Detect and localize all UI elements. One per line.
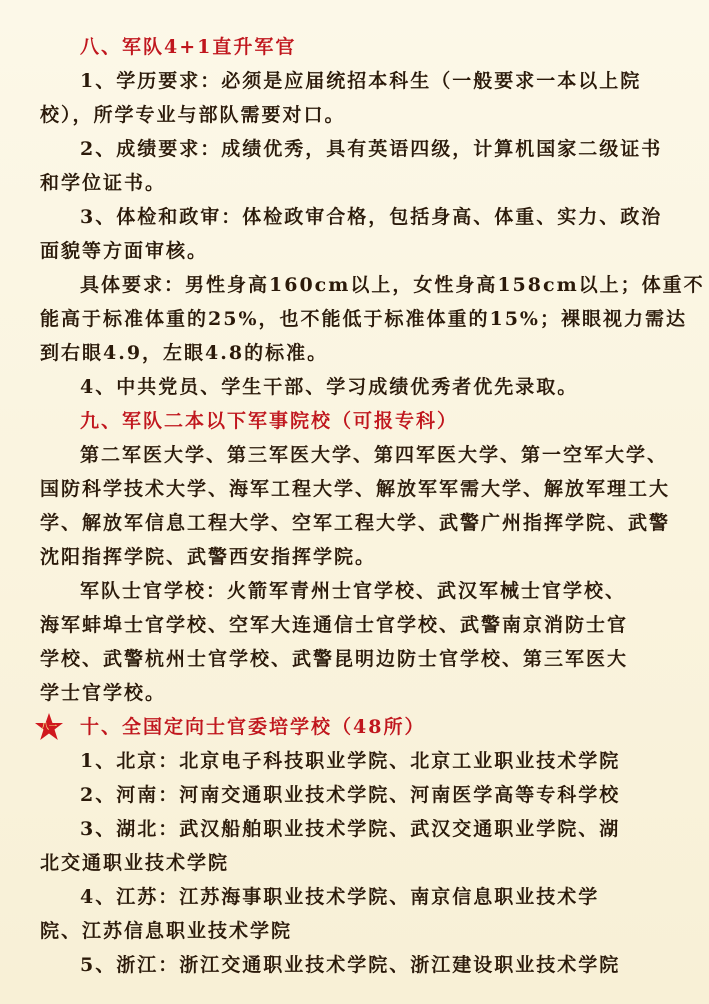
paragraph-line: 沈阳指挥学院、武警西安指挥学院。 [40,546,377,568]
paragraph-line: 学士官学校。 [40,682,167,704]
paragraph-line: 4、中共党员、学生干部、学习成绩优秀者优先录取。 [80,376,579,398]
document-content [40,30,705,982]
paragraph-line: 能高于标准体重的25%，也不能低于标准体重的15%；裸眼视力需达 [40,308,687,330]
paragraph-line: 校），所学专业与部队需要对口。 [40,104,346,126]
paragraph-line: 2、河南：河南交通职业技术学院、河南医学高等专科学校 [80,784,621,806]
paragraph-line: 海军蚌埠士官学校、空军大连通信士官学校、武警南京消防士官 [40,614,629,636]
paragraph-line: 北交通职业技术学院 [40,852,230,874]
paragraph-line: 学校、武警杭州士官学校、武警昆明边防士官学校、第三军医大 [40,648,629,670]
badge-label: 八一 [41,721,57,731]
paragraph-line: 5、浙江：浙江交通职业技术学院、浙江建设职业技术学院 [80,954,621,976]
paragraph-line: 3、体检和政审：体检政审合格，包括身高、体重、实力、政治 [80,206,663,228]
paragraph-line: 2、成绩要求：成绩优秀，具有英语四级，计算机国家二级证书 [80,138,663,160]
paragraph-line: 1、学历要求：必须是应届统招本科生（一般要求一本以上院 [80,70,642,92]
paragraph-line: 军队士官学校：火箭军青州士官学校、武汉军械士官学校、 [80,580,627,602]
paragraph-line: 3、湖北：武汉船舶职业技术学院、武汉交通职业学院、湖 [80,818,621,840]
paragraph-line: 和学位证书。 [40,172,167,194]
paragraph-line: 面貌等方面审核。 [40,240,209,262]
section-heading [40,404,680,438]
section-title: 九、军队二本以下军事院校（可报专科） [80,410,459,432]
red-star-icon [34,712,64,742]
paragraph-line: 具体要求：男性身高160cm以上，女性身高158cm以上；体重不 [80,274,705,296]
section-heading [40,710,680,744]
section-title: 十、全国定向士官委培学校（48所） [80,716,426,738]
paragraph-line: 学、解放军信息工程大学、空军工程大学、武警广州指挥学院、武警 [40,512,671,534]
section-heading [40,30,680,64]
section-title: 八、军队4+1直升军官 [80,36,297,58]
paragraph-line: 1、北京：北京电子科技职业学院、北京工业职业技术学院 [80,750,621,772]
paragraph-line: 4、江苏：江苏海事职业技术学院、南京信息职业技术学 [80,886,600,908]
paragraph-line: 到右眼4.9，左眼4.8的标准。 [40,342,329,364]
paragraph-line: 第二军医大学、第三军医大学、第四军医大学、第一空军大学、 [80,444,669,466]
paragraph-line: 国防科学技术大学、海军工程大学、解放军军需大学、解放军理工大 [40,478,671,500]
paragraph-line: 院、江苏信息职业技术学院 [40,920,293,942]
